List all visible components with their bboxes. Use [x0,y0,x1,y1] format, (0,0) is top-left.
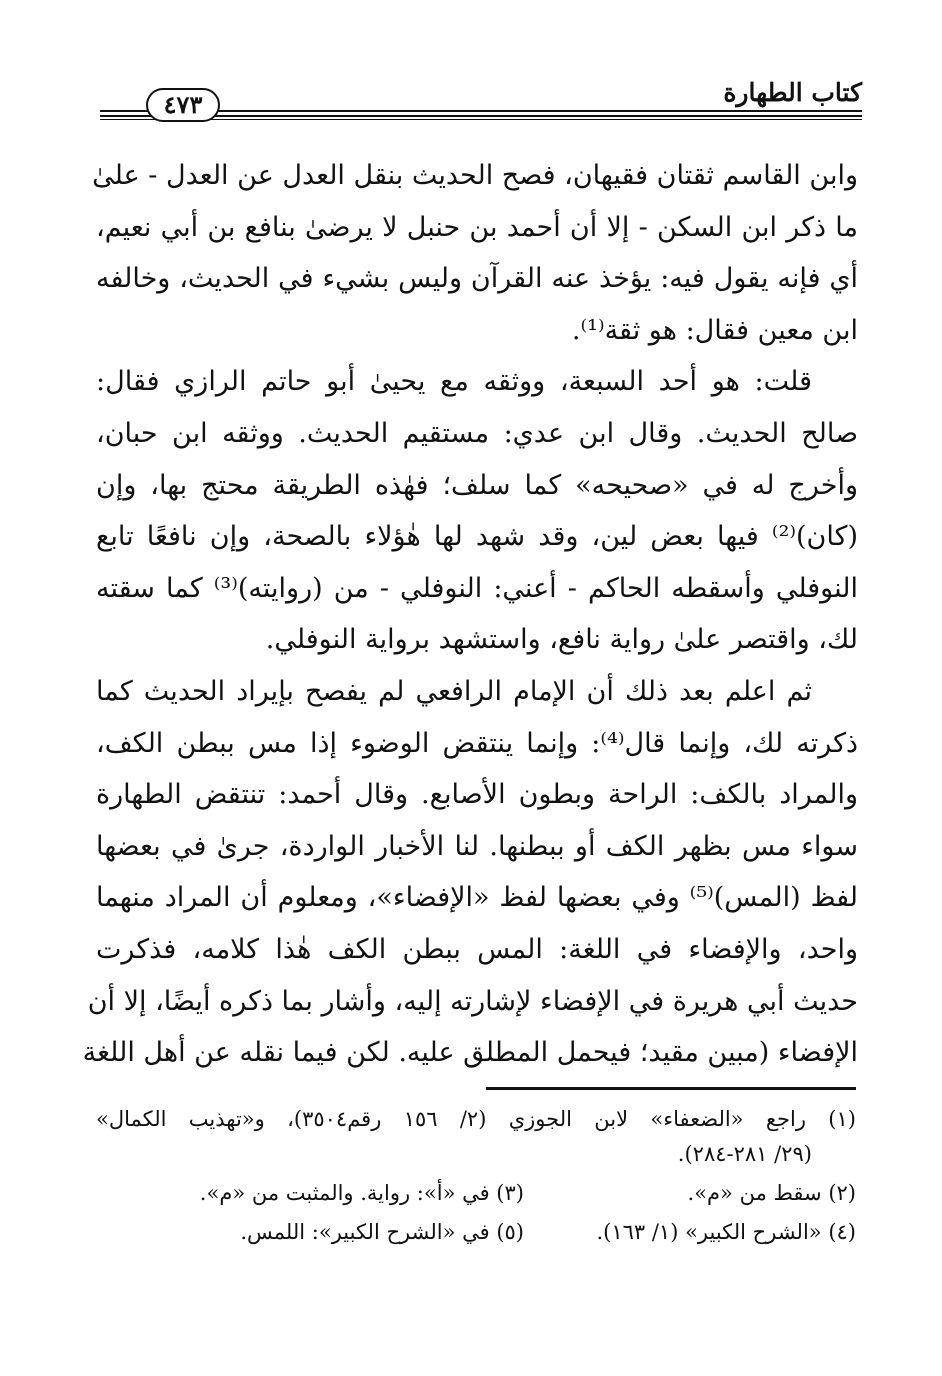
text-line: قلت: هو أحد السبعة، ووثقه مع يحيىٰ أبو حاتم الرازي فقال: [96,366,812,398]
main-text [82,150,858,1079]
text-line: حديث أبي هريرة في الإفضاء لإشارته إليه، وأشار بما ذكره أيضًا، إلا أن [87,985,858,1017]
text-line: (كان)⁽²⁾ فيها بعض لين، وقد شهد لها هٰؤلاء بالصحة، وإن نافعًا تابع [96,521,858,553]
header-rule [100,119,862,120]
text-line: والمراد بالكف: الراحة وبطون الأصابع. وقال أحمد: تنتقض الطهارة [96,779,858,811]
text-line: صالح الحديث. وقال ابن عدي: مستقيم الحديث. ووثقه ابن حبان، [96,417,858,449]
text-line: لفظ (المس)⁽⁵⁾ وفي بعضها لفظ «الإفضاء»، ومعلوم أن المراد منهما [96,882,858,914]
footnote-3: (٣) في «أ»: رواية. والمثبت من «م». [199,1181,524,1205]
footnotes [96,1102,856,1250]
footnote-5: (٥) في «الشرح الكبير»: اللمس. [240,1220,524,1244]
footnote-separator [486,1087,856,1090]
chapter-title: كتاب الطهارة [715,78,862,108]
running-header [100,78,862,126]
text-line: أي فإنه يقول فيه: يؤخذ عنه القرآن وليس بشيء في الحديث، وخالفه [96,263,858,295]
text-line: ذكرته لك، وإنما قال⁽⁴⁾: وإنما ينتقض الوضوء إذا مس ببطن الكف، [96,727,858,759]
text-line: سواء مس بظهر الكف أو ببطنها. لنا الأخبار الواردة، جرىٰ في بعضها [96,830,858,862]
text-line: ما ذكر ابن السكن - إلا أن أحمد بن حنبل لا يرضىٰ بنافع بن أبي نعيم، [96,211,858,243]
footnote-4: (٤) «الشرح الكبير» (١/ ١٦٣). [596,1220,856,1244]
text-line: الإفضاء (مبين مقيد؛ فيحمل المطلق عليه. لكن فيما نقله عن أهل اللغة [82,1037,858,1069]
text-line: ثم اعلم بعد ذلك أن الإمام الرافعي لم يفصح بإيراد الحديث كما [96,675,812,707]
footnote-1-continued: (٢٩/ ٢٨١-٢٨٤). [677,1142,812,1166]
text-line: النوفلي وأسقطه الحاكم - أعني: النوفلي - من (روايته)⁽³⁾ كما سقته [96,572,858,604]
text-line: لك، واقتصر علىٰ رواية نافع، واستشهد برواية النوفلي. [265,624,858,656]
page-number: ٤٧٣ [146,88,220,122]
text-line: وابن القاسم ثقتان فقيهان، فصح الحديث بنقل العدل عن العدل - علىٰ [92,160,858,191]
footnote-1: (١) راجع «الضعفاء» لابن الجوزي (٢/ ١٥٦ رقم٣٥٠٤)، و«تهذيب الكمال» [96,1107,856,1131]
text-line: وأخرج له في «صحيحه» كما سلف؛ فهٰذه الطريقة محتج بها، وإن [96,469,858,501]
footnote-row [96,1215,856,1250]
text-line: ابن معين فقال: هو ثقة⁽¹⁾. [571,314,858,346]
footnote-2: (٢) سقط من «م». [687,1181,856,1205]
footnote-row [96,1176,856,1211]
text-line: واحد، والإفضاء في اللغة: المس ببطن الكف هٰذا كلامه، فذكرت [96,933,858,965]
